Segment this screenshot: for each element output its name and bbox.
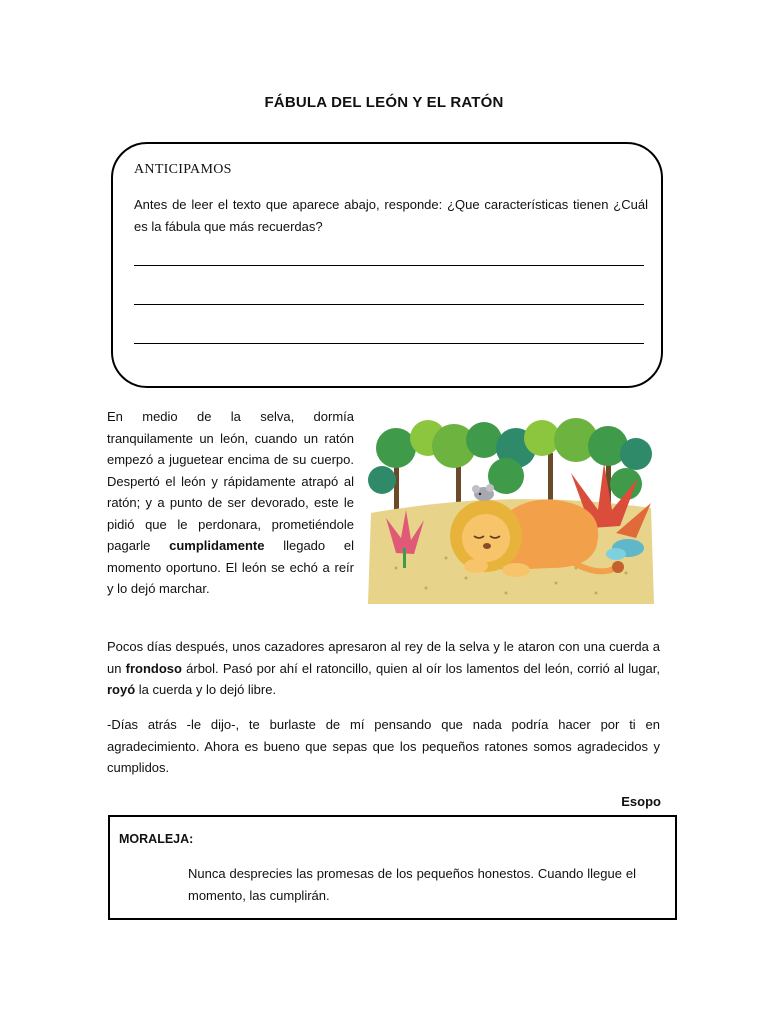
anticipamos-heading: ANTICIPAMOS: [134, 162, 232, 177]
moraleja-box: [108, 815, 677, 920]
lion-and-mouse-illustration: [366, 418, 656, 608]
page-title: FÁBULA DEL LEÓN Y EL RATÓN: [264, 94, 504, 111]
story-paragraph-1: En medio de la selva, dormía tranquilamente un león, cuando un ratón empezó a juguetear encima de su cuerpo. Despertó el león y rápidamente atrapó al ratón; y a punto de ser devorado, este le pidió que le perdonara, prometiéndole pagarle cumplidamente llegado el momento oportuno. El león se echó a reír y lo dejó marchar.: [107, 409, 354, 596]
anticipamos-box: [111, 142, 663, 388]
story-paragraph-3: -Días atrás -le dijo-, te burlaste de mí pensando que nada podría hacer por ti en agradecimiento. Ahora es bueno que sepas que los pequeños ratones somos agradecidos y cumplidos.: [107, 717, 660, 775]
author-name: Esopo: [621, 794, 661, 809]
answer-line[interactable]: [134, 265, 644, 266]
anticipamos-prompt: Antes de leer el texto que aparece abajo, responde: ¿Que características tienen ¿Cuál es la fábula que más recuerdas?: [134, 197, 648, 234]
answer-line[interactable]: [134, 343, 644, 344]
answer-line[interactable]: [134, 304, 644, 305]
moraleja-text: Nunca desprecies las promesas de los pequeños honestos. Cuando llegue el momento, las cumplirán.: [188, 866, 636, 903]
story-paragraph-2: Pocos días después, unos cazadores apresaron al rey de la selva y le ataron con una cuerda a un frondoso árbol. Pasó por ahí el ratoncillo, quien al oír los lamentos del león, corrió al lugar, royó la cuerda y lo dejó libre.: [107, 639, 660, 697]
moraleja-label: MORALEJA:: [119, 832, 194, 846]
